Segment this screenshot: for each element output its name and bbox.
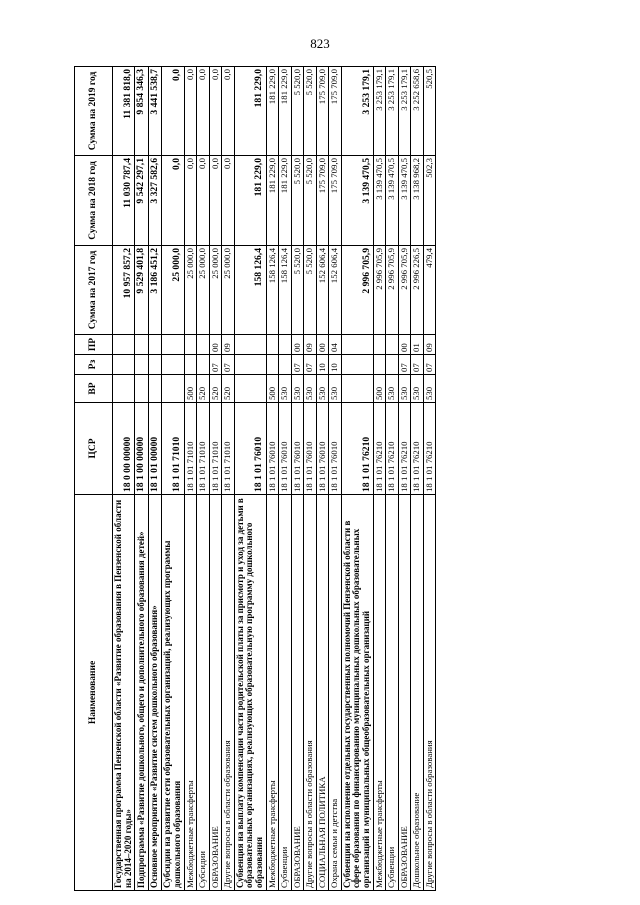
cell-pr: 09 [304,335,317,355]
cell-rz: 07 [222,355,235,375]
cell-vr: 530 [304,375,317,403]
cell-rz [234,355,266,375]
cell-2017: 158 126,4 [279,246,292,335]
cell-2018: 11 030 787,4 [113,156,135,246]
cell-rz [162,355,184,375]
cell-rz [373,355,386,375]
cell-2018: 181 229,0 [234,156,266,246]
cell-2017: 158 126,4 [234,246,266,335]
cell-rz: 07 [304,355,317,375]
cell-vr: 530 [329,375,342,403]
cell-csr: 18 1 01 76010 [316,403,329,495]
cell-2019: 3 253 179,1 [398,67,411,156]
col-header-2019: Сумма на 2019 год [75,67,113,156]
cell-name: Субвенции [386,495,399,891]
cell-csr: 18 1 01 00000 [148,403,161,495]
cell-csr: 18 1 01 76010 [329,403,342,495]
table-row [411,67,424,891]
cell-pr [113,335,135,355]
cell-2018: 3 327 582,6 [148,156,161,246]
cell-2019: 520,5 [423,67,436,156]
cell-rz [113,355,135,375]
cell-pr: 09 [222,335,235,355]
cell-name: Субвенции [279,495,292,891]
cell-vr: 530 [316,375,329,403]
cell-vr [234,375,266,403]
cell-vr: 530 [411,375,424,403]
cell-2018: 3 138 968,2 [411,156,424,246]
cell-name: Основное мероприятие «Развитие систем дошкольного образования» [148,495,161,891]
cell-2019: 0,0 [197,67,210,156]
cell-2019: 181 229,0 [279,67,292,156]
cell-name: Другие вопросы в области образования [423,495,436,891]
cell-vr: 520 [222,375,235,403]
cell-2017: 3 186 451,2 [148,246,161,335]
cell-rz [148,355,161,375]
cell-csr: 18 1 01 76210 [341,403,373,495]
cell-name: Субвенции на исполнение отдельных государственных полномочий Пензенской области в сфере образования по финансированию муниципальных дошкольных образовательных организаций и муниципальных общеобразовательных организаций [341,495,373,891]
cell-2018: 181 229,0 [266,156,279,246]
cell-rz [341,355,373,375]
cell-name: Межбюджетные трансферты [266,495,279,891]
table-row [316,67,329,891]
table-row [266,67,279,891]
cell-pr: 00 [316,335,329,355]
table-row [162,67,184,891]
table-row [135,67,148,891]
table-row [197,67,210,891]
cell-2018: 5 520,0 [304,156,317,246]
cell-2017: 25 000,0 [209,246,222,335]
cell-vr [148,375,161,403]
header-row [75,67,113,891]
table-row [148,67,161,891]
cell-2019: 0,0 [209,67,222,156]
cell-name: ОБРАЗОВАНИЕ [291,495,304,891]
cell-rz: 07 [398,355,411,375]
cell-csr: 18 1 01 76010 [266,403,279,495]
cell-rz [279,355,292,375]
cell-rz [197,355,210,375]
cell-vr: 500 [184,375,197,403]
cell-name: Межбюджетные трансферты [184,495,197,891]
cell-2019: 3 253 179,1 [341,67,373,156]
col-header-2018: Сумма на 2018 год [75,156,113,246]
cell-vr [341,375,373,403]
cell-csr: 18 1 01 76210 [398,403,411,495]
cell-2017: 2 996 705,9 [386,246,399,335]
cell-2018: 0,0 [209,156,222,246]
table-row [184,67,197,891]
cell-2019: 3 441 538,7 [148,67,161,156]
cell-2019: 175 709,0 [316,67,329,156]
cell-2017: 158 126,4 [266,246,279,335]
table-row [341,67,373,891]
cell-pr [373,335,386,355]
cell-2019: 0,0 [162,67,184,156]
cell-name: Охрана семьи и детства [329,495,342,891]
table-row [279,67,292,891]
cell-name: СОЦИАЛЬНАЯ ПОЛИТИКА [316,495,329,891]
cell-2018: 181 229,0 [279,156,292,246]
cell-vr: 500 [373,375,386,403]
cell-csr: 18 0 00 00000 [113,403,135,495]
col-header-csr: ЦСР [75,403,113,495]
cell-name: Субсидии [197,495,210,891]
cell-vr: 530 [386,375,399,403]
table-body [113,67,436,891]
cell-name: ОБРАЗОВАНИЕ [398,495,411,891]
cell-2019: 175 709,0 [329,67,342,156]
cell-rz: 10 [316,355,329,375]
cell-2018: 3 139 470,5 [373,156,386,246]
cell-csr: 18 1 01 71010 [162,403,184,495]
cell-pr: 00 [291,335,304,355]
cell-csr: 18 1 00 00000 [135,403,148,495]
cell-2019: 181 229,0 [234,67,266,156]
cell-rz: 07 [423,355,436,375]
cell-csr: 18 1 01 71010 [197,403,210,495]
cell-2017: 2 996 705,9 [373,246,386,335]
col-header-name: Наименование [75,495,113,891]
cell-rz [386,355,399,375]
cell-rz: 07 [411,355,424,375]
budget-table [74,66,436,891]
cell-2018: 3 139 470,5 [398,156,411,246]
cell-name: Другие вопросы в области образования [222,495,235,891]
cell-csr: 18 1 01 71010 [222,403,235,495]
cell-csr: 18 1 01 76010 [291,403,304,495]
table-row [304,67,317,891]
cell-rz: 10 [329,355,342,375]
cell-csr: 18 1 01 76210 [373,403,386,495]
cell-2017: 25 000,0 [162,246,184,335]
cell-vr: 530 [291,375,304,403]
cell-2017: 479,4 [423,246,436,335]
cell-2019: 5 520,0 [291,67,304,156]
cell-2017: 2 996 226,5 [411,246,424,335]
cell-name: Государственная программа Пензенской области «Развитие образования в Пензенской области на 2014–2020 годы» [113,495,135,891]
cell-2018: 3 139 470,5 [386,156,399,246]
cell-name: Подпрограмма «Развитие дошкольного, общего и дополнительного образования детей» [135,495,148,891]
table-row [209,67,222,891]
table-row [222,67,235,891]
cell-pr [197,335,210,355]
cell-vr [135,375,148,403]
cell-2017: 25 000,0 [184,246,197,335]
cell-2017: 2 996 705,9 [341,246,373,335]
cell-name: Дошкольное образование [411,495,424,891]
col-header-vr: ВР [75,375,113,403]
table-row [234,67,266,891]
cell-pr [234,335,266,355]
cell-pr [341,335,373,355]
cell-vr: 500 [266,375,279,403]
cell-2019: 5 520,0 [304,67,317,156]
cell-vr: 530 [279,375,292,403]
cell-csr: 18 1 01 71010 [184,403,197,495]
cell-pr [386,335,399,355]
cell-2018: 9 542 297,1 [135,156,148,246]
cell-csr: 18 1 01 76210 [423,403,436,495]
cell-pr: 04 [329,335,342,355]
cell-rz [266,355,279,375]
cell-2017: 9 529 401,8 [135,246,148,335]
cell-pr [184,335,197,355]
cell-2019: 181 229,0 [266,67,279,156]
cell-2017: 5 520,0 [291,246,304,335]
table-row [423,67,436,891]
cell-2018: 0,0 [162,156,184,246]
cell-vr [162,375,184,403]
cell-csr: 18 1 01 76210 [386,403,399,495]
cell-2018: 0,0 [184,156,197,246]
cell-rz: 07 [209,355,222,375]
table-row [329,67,342,891]
cell-pr: 00 [398,335,411,355]
table-row [373,67,386,891]
cell-vr: 520 [209,375,222,403]
rotated-table-container [74,67,560,891]
cell-2018: 175 709,0 [316,156,329,246]
cell-2018: 0,0 [197,156,210,246]
cell-pr: 01 [411,335,424,355]
cell-2017: 152 606,4 [329,246,342,335]
cell-vr: 530 [423,375,436,403]
cell-2019: 0,0 [222,67,235,156]
cell-2017: 5 520,0 [304,246,317,335]
page-number: 823 [310,36,330,51]
cell-name: Субвенция на выплату компенсации части родительской платы за присмотр и уход за детьми в образовательных организациях, реализующих образовательную программу дошкольного образования [234,495,266,891]
cell-2019: 3 253 179,1 [373,67,386,156]
cell-vr: 530 [398,375,411,403]
cell-csr: 18 1 01 71010 [209,403,222,495]
cell-rz: 07 [291,355,304,375]
table-row [386,67,399,891]
cell-pr: 09 [423,335,436,355]
cell-2018: 5 520,0 [291,156,304,246]
cell-2017: 152 606,4 [316,246,329,335]
cell-2018: 0,0 [222,156,235,246]
cell-pr [279,335,292,355]
table-row [291,67,304,891]
cell-name: Субсидии на развитие сети образовательных организаций, реализующих программы дошкольного образования [162,495,184,891]
col-header-pr: ПР [75,335,113,355]
cell-vr: 520 [197,375,210,403]
cell-2017: 25 000,0 [222,246,235,335]
cell-pr [148,335,161,355]
cell-2017: 10 957 857,2 [113,246,135,335]
cell-csr: 18 1 01 76010 [234,403,266,495]
cell-2019: 11 381 818,0 [113,67,135,156]
table-row [398,67,411,891]
cell-2019: 0,0 [184,67,197,156]
cell-2018: 502,3 [423,156,436,246]
cell-2019: 3 253 179,1 [386,67,399,156]
cell-pr [266,335,279,355]
cell-2017: 2 996 705,9 [398,246,411,335]
cell-2019: 3 252 658,6 [411,67,424,156]
cell-2017: 25 000,0 [197,246,210,335]
cell-name: Другие вопросы в области образования [304,495,317,891]
cell-rz [184,355,197,375]
cell-name: ОБРАЗОВАНИЕ [209,495,222,891]
cell-rz [135,355,148,375]
cell-pr [135,335,148,355]
cell-pr: 00 [209,335,222,355]
col-header-2017: Сумма на 2017 год [75,246,113,335]
col-header-rz: Рз [75,355,113,375]
cell-vr [113,375,135,403]
cell-pr [162,335,184,355]
cell-name: Межбюджетные трансферты [373,495,386,891]
table-row [113,67,135,891]
cell-2018: 3 139 470,5 [341,156,373,246]
cell-2019: 9 854 346,3 [135,67,148,156]
cell-csr: 18 1 01 76010 [304,403,317,495]
cell-2018: 175 709,0 [329,156,342,246]
cell-csr: 18 1 01 76210 [411,403,424,495]
cell-csr: 18 1 01 76010 [279,403,292,495]
